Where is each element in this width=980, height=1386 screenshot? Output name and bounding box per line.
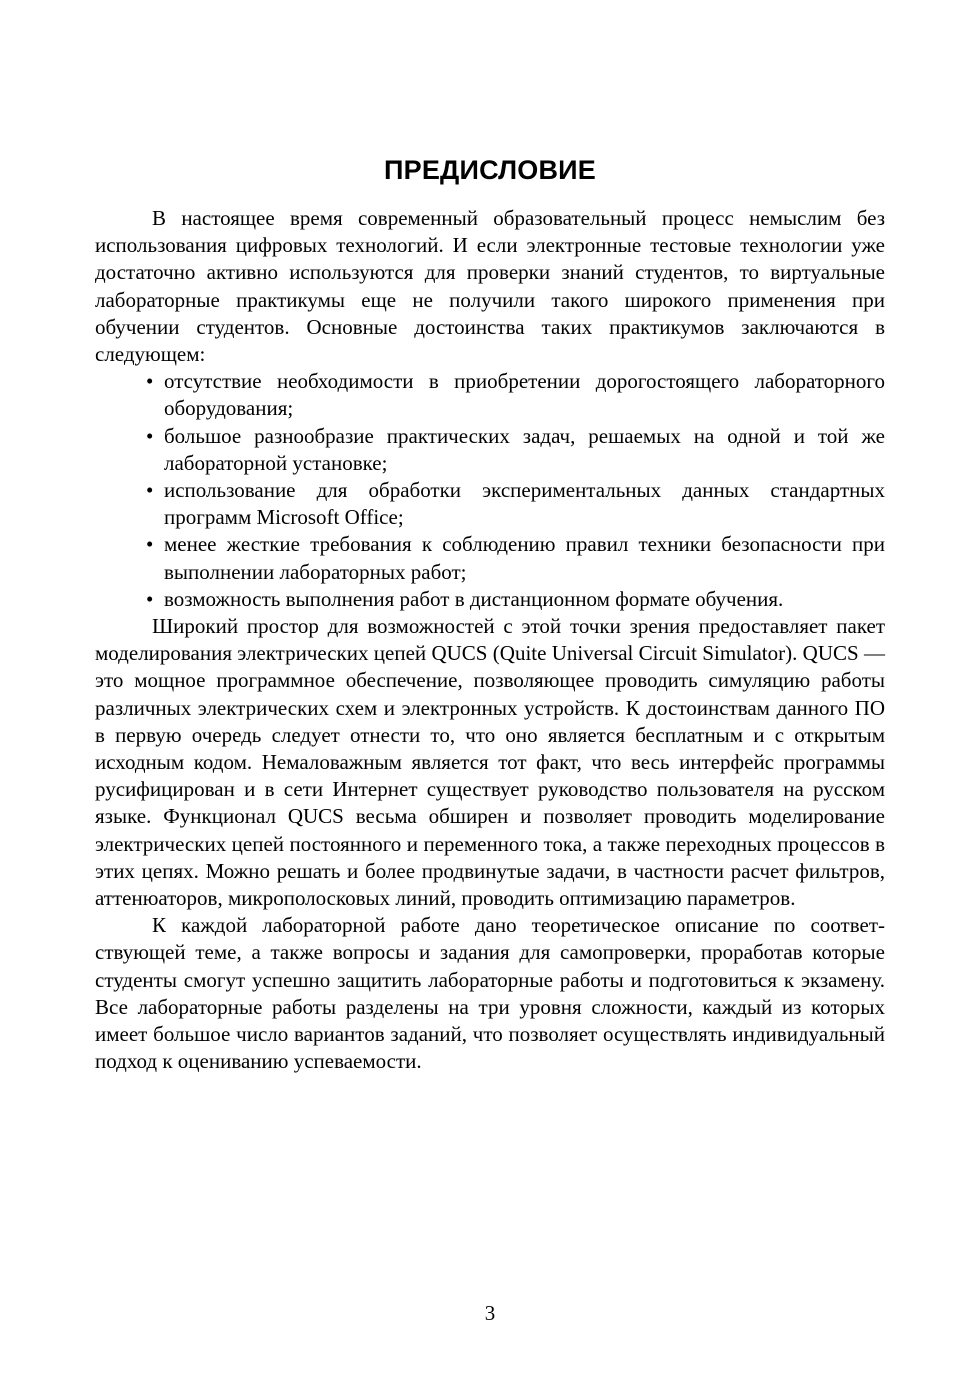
list-item-text: использование для обработки экспериментальных данных стандартных программ Microsoft Office; [164,478,885,530]
bullet-icon: • [146,369,154,394]
body-text [95,205,885,1076]
list-item [95,586,885,613]
page-number: 3 [484,1301,496,1325]
bullet-icon: • [146,423,154,448]
list-item-text: менее жесткие требования к соблюдению правил техники безопасности при выполнении лабораторных работ; [164,532,885,584]
list-item-text: отсутствие необходимости в приобретении дорогостоящего лабораторного оборудования; [164,369,885,421]
bullet-icon: • [146,478,154,503]
qucs-paragraph: Широкий простор для возможностей с этой точки зрения предоставляет пакет моделирования электрических цепей QUCS (Quite Universal Circuit Simulator). QUCS — это мощное программное обеспечение, позволяющее проводить симуляцию работы различных электрических схем и электронных устройств. К достоинствам данного ПО в первую очередь следует отнести то, что оно является бесплатным и с открытым исходным кодом. Немаловажным является тот факт, что весь интерфейс программы русифицирован и в сети Интернет существует руководство пользователя на русском языке. Функционал QUCS весьма обширен и позволяет проводить моделирование электрических цепей постоянного и переменного тока, а также переходных процессов в этих цепях. Можно решать и более продвинутые задачи, в частности расчет фильтров, аттенюаторов, микрополосковых линий, проводить оптимизацию параметров. [95,614,885,911]
advantages-list [95,368,885,613]
bullet-icon: • [146,586,154,611]
list-item-text: большое разнообразие практических задач, решаемых на одной и той же лабораторной установке; [164,423,885,475]
intro-paragraph: В настоящее время современный образовательный процесс немыслим без использования цифровых технологий. И если электронные тестовые технологии уже достаточно активно используются для проверки знаний студентов, то виртуальные лабораторные практикумы еще не получили такого широкого применения при обучении студентов. Основные достоинства таких практикумов заключаются в следующем: [95,206,885,367]
bullet-icon: • [146,532,154,557]
labs-paragraph: К каждой лабораторной работе дано теоретическое описание по соответствующей теме, а также вопросы и задания для самопроверки, проработав которые студенты смогут успешно защитить лабораторные работы и подготовиться к экзамену. Все лабораторные работы разделены на три уровня сложности, каждый из которых имеет большое число вариантов заданий, что позволяет осуществлять индивидуальный подход к оцениванию успеваемости. [95,913,885,1074]
list-item [95,423,885,477]
list-item [95,477,885,531]
list-item [95,531,885,585]
list-item [95,368,885,422]
list-item-text: возможность выполнения работ в дистанционном формате обучения. [164,586,784,611]
page-title: ПРЕДИСЛОВИЕ [384,155,596,185]
